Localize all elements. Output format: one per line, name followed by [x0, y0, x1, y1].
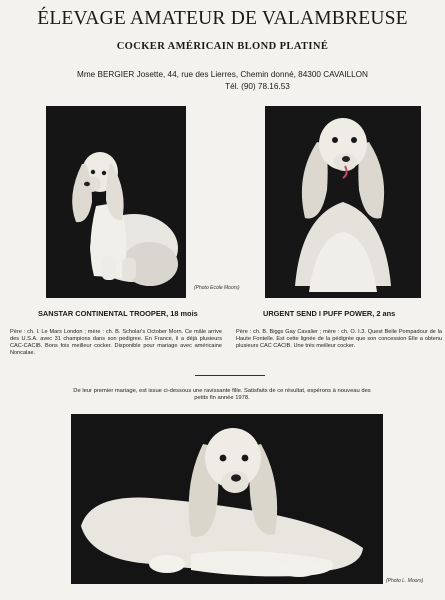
caption-sanstar-trooper: SANSTAR CONTINENTAL TROOPER, 18 mois [38, 309, 198, 318]
pedigree-sanstar-trooper: Père : ch. I. Le Mars London ; mère : ch. B. Scholar's October Morn. Ce mâle arrive des U.S.A. avec 31 champions dans son pedigree. En France, il a déjà plusieurs CAC-CACIB. Bons fois meilleur cocker. Disponible pour mariage avec américaine Noncalae. [10, 329, 222, 356]
cocker-seated-image [46, 106, 186, 298]
page-subtitle: COCKER AMÉRICAIN BLOND PLATINÉ [116, 41, 329, 52]
caption-puff-power: URGENT SEND I PUFF POWER, 2 ans [263, 309, 396, 318]
photo-daughter-lying [71, 414, 383, 584]
divider-line [195, 375, 265, 376]
page-title: ÉLEVAGE AMATEUR DE VALAMBREUSE [37, 8, 408, 29]
pedigree-puff-power: Père : ch. B. Biggs Gay Cavalier ; mère : ch. O. I.3. Quest Belle Pompadour de la Haute Fontelle. Est cette lignée de la pédigrée que son concession Elle a obtenu plusieurs CAC CACIB. Une très meilleur cocker. [236, 329, 442, 349]
litter-note: De leur premier mariage, est issue ci-dessous une ravissante fille. Satisfaits de ce résultat, espérons à nouveau des petits fin année 1978. [73, 388, 371, 402]
photo-credit-right: (Photo Ecole Moors) [194, 285, 240, 291]
photo-puff-power [265, 106, 421, 298]
breeder-address: Mme BERGIER Josette, 44, rue des Lierres, Chemin donné, 84300 CAVAILLON [77, 70, 368, 79]
breeder-phone: Tél. (90) 78.16.53 [225, 82, 290, 91]
cocker-front-image [265, 106, 421, 298]
cocker-lying-image [71, 414, 383, 584]
photo-sanstar-trooper [46, 106, 186, 298]
photo-credit-bottom: (Photo L. Moors) [386, 578, 424, 584]
